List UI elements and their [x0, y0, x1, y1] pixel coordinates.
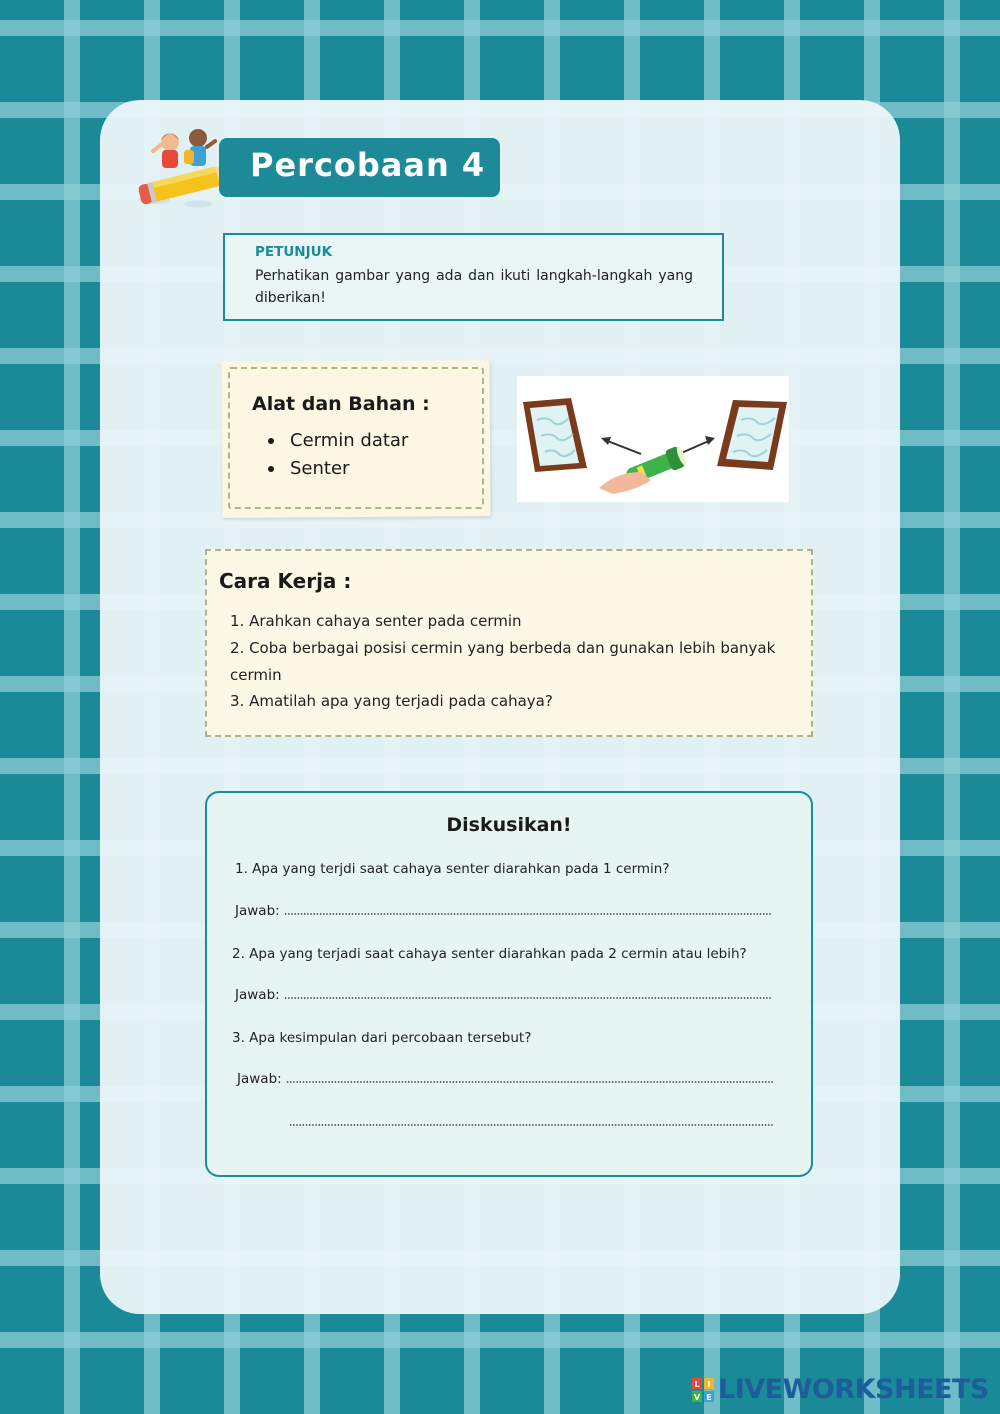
mirror-flashlight-illustration	[517, 376, 789, 502]
svg-text:E: E	[706, 1392, 712, 1402]
answer-line[interactable]	[235, 903, 771, 919]
procedure-step: 2. Coba berbagai posisi cermin yang berbeda dan gunakan lebih banyak	[230, 639, 776, 657]
procedure-step: 1. Arahkan cahaya senter pada cermin	[230, 612, 522, 630]
answer-line[interactable]	[235, 987, 771, 1003]
liveworksheets-logo-icon	[692, 1378, 714, 1402]
bullet-icon	[268, 438, 274, 444]
svg-text:V: V	[693, 1392, 701, 1402]
answer-label: Jawab:	[235, 903, 280, 919]
liveworksheets-wordmark: LIVEWORKSHEETS	[718, 1374, 989, 1405]
discussion-question: 3. Apa kesimpulan dari percobaan tersebut?	[232, 1030, 532, 1046]
discussion-question: 1. Apa yang terjdi saat cahaya senter diarahkan pada 1 cermin?	[235, 861, 670, 877]
materials-title: Alat dan Bahan :	[252, 393, 430, 415]
answer-dotted-line[interactable]	[284, 997, 771, 999]
svg-text:L: L	[694, 1379, 700, 1389]
instructions-label: PETUNJUK	[255, 244, 333, 260]
materials-item-label: Senter	[290, 458, 350, 479]
answer-dotted-line[interactable]	[286, 1081, 773, 1083]
materials-list	[268, 430, 408, 486]
answer-line[interactable]	[237, 1071, 773, 1087]
page-title: Percobaan 4	[250, 146, 486, 184]
procedure-step: 3. Amatilah apa yang terjadi pada cahaya?	[230, 692, 553, 710]
discussion-title: Diskusikan!	[446, 814, 572, 836]
discussion-question: 2. Apa yang terjadi saat cahaya senter diarahkan pada 2 cermin atau lebih?	[232, 946, 747, 962]
answer-label: Jawab:	[235, 987, 280, 1003]
bullet-icon	[268, 466, 274, 472]
discussion-box	[205, 791, 813, 1177]
materials-item-label: Cermin datar	[290, 430, 409, 451]
answer-dotted-line-extra[interactable]	[289, 1124, 773, 1126]
answer-label: Jawab:	[237, 1071, 282, 1087]
materials-item	[268, 458, 408, 486]
procedure-title: Cara Kerja :	[219, 569, 352, 593]
answer-dotted-line[interactable]	[284, 913, 771, 915]
liveworksheets-brand	[692, 1374, 989, 1405]
procedure-step-continued: cermin	[230, 666, 282, 684]
instructions-text: Perhatikan gambar yang ada dan ikuti langkah-langkah yang diberikan!	[255, 268, 693, 306]
materials-item	[268, 430, 408, 458]
svg-text:I: I	[707, 1379, 711, 1389]
